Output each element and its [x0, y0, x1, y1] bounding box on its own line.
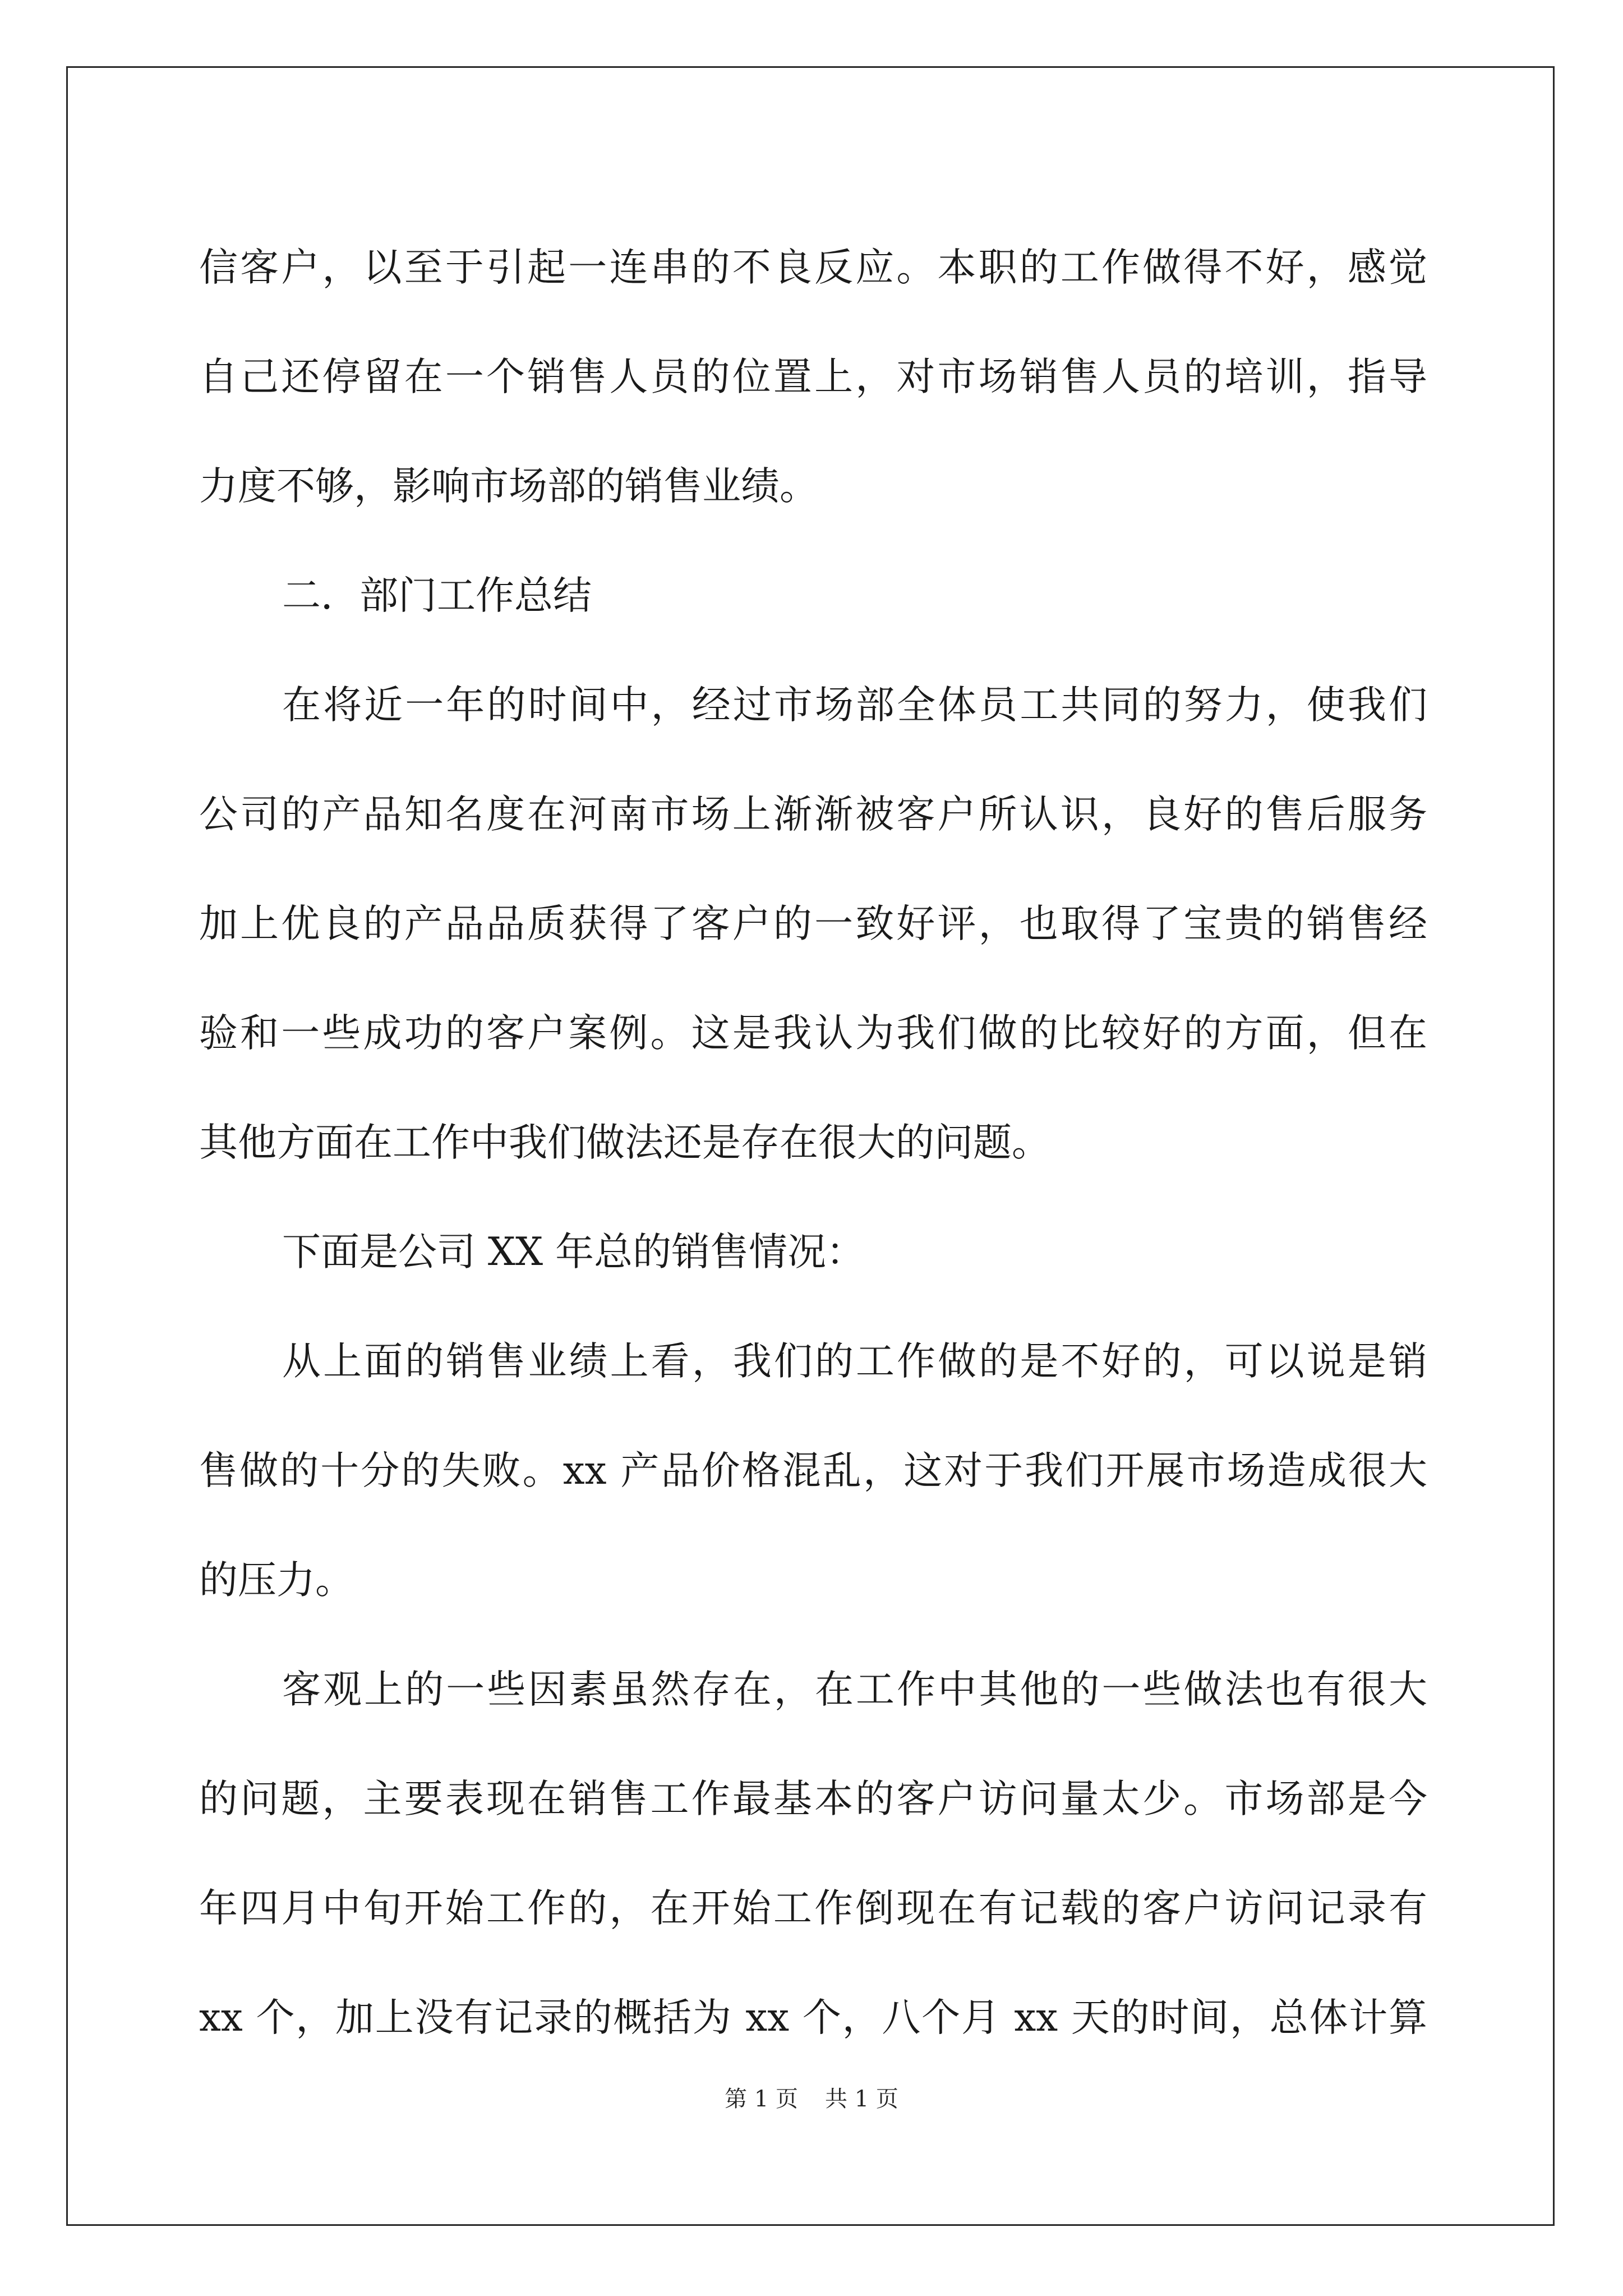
- page-number: 第 1 页: [725, 2086, 798, 2112]
- text-line: 的问题，主要表现在销售工作最基本的客户访问量太少。市场部是今: [199, 1777, 1427, 1821]
- text-line: 的压力。: [199, 1558, 354, 1603]
- section-heading: 二．部门工作总结: [282, 573, 592, 618]
- text-line: 验和一些成功的客户案例。这是我认为我们做的比较好的方面，但在: [199, 1011, 1427, 1056]
- text-line: 客观上的一些因素虽然存在，在工作中其他的一些做法也有很大: [282, 1667, 1427, 1712]
- document-body: [199, 213, 1427, 2073]
- page-total: 共 1 页: [825, 2086, 898, 2112]
- text-line: 在将近一年的时间中，经过市场部全体员工共同的努力，使我们: [282, 683, 1427, 728]
- text-line: 从上面的销售业绩上看，我们的工作做的是不好的，可以说是销: [282, 1339, 1427, 1384]
- text-line: 其他方面在工作中我们做法还是存在很大的问题。: [199, 1120, 1050, 1165]
- text-line: 公司的产品知名度在河南市场上渐渐被客户所认识，良好的售后服务: [199, 792, 1427, 837]
- text-line: 力度不够，影响市场部的销售业绩。: [199, 464, 818, 509]
- text-line: 售做的十分的失败。xx 产品价格混乱，这对于我们开展市场造成很大: [199, 1448, 1427, 1493]
- text-line: 年四月中旬开始工作的，在开始工作倒现在有记载的客户访问记录有: [199, 1886, 1427, 1931]
- text-line: 信客户，以至于引起一连串的不良反应。本职的工作做得不好，感觉: [199, 245, 1427, 290]
- text-line: 下面是公司 XX 年总的销售情况：: [282, 1230, 865, 1274]
- page-footer: [0, 2081, 1623, 2113]
- text-line: xx 个，加上没有记录的概括为 xx 个，八个月 xx 天的时间，总体计算: [199, 1995, 1427, 2040]
- text-line: 自己还停留在一个销售人员的位置上，对市场销售人员的培训，指导: [199, 355, 1427, 399]
- text-line: 加上优良的产品品质获得了客户的一致好评，也取得了宝贵的销售经: [199, 901, 1427, 946]
